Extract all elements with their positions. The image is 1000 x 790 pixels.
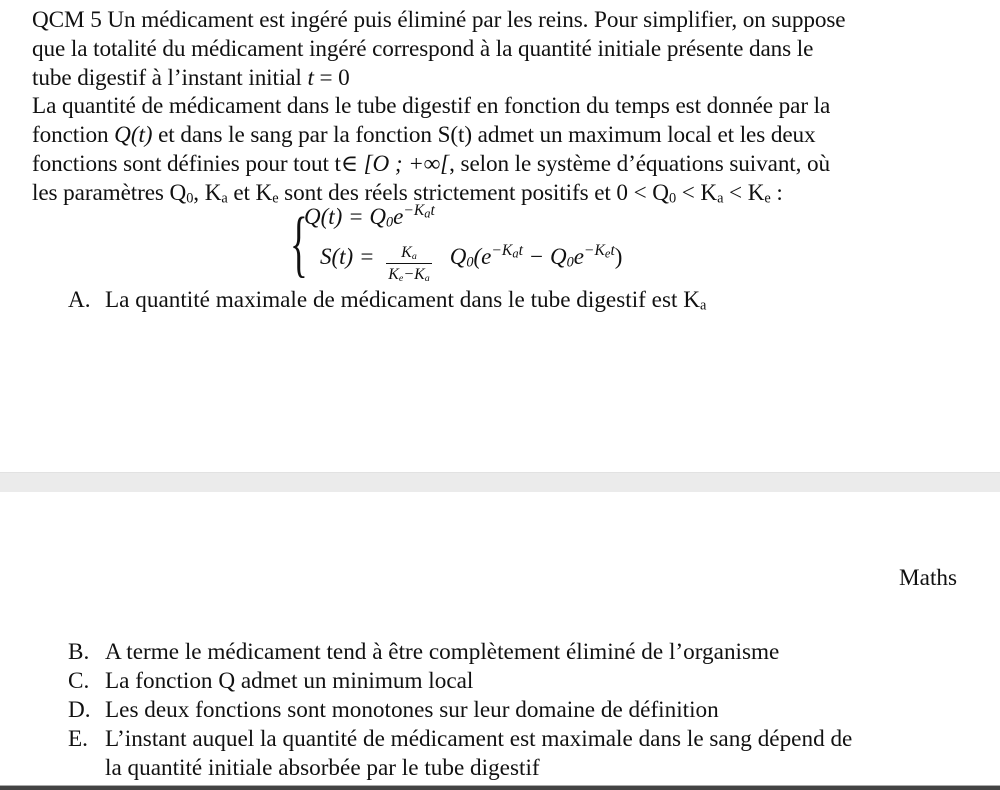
subject-label: Maths [899,565,957,591]
eq-text: − Q [522,243,567,269]
option-letter: A. [68,287,91,313]
text: sont des réels strictement positifs et 0 < Q [278,179,669,206]
eq-q: Q [369,204,386,229]
text: = 0 [313,64,350,91]
eq-e: e [573,243,584,269]
text: < K [723,179,765,206]
text: < K [676,179,718,206]
option-letter: B. [68,639,90,665]
document-page-2 [0,492,1000,789]
subscript: 0 [668,190,677,207]
exponent [584,242,615,259]
text: , selon le système d’équations suivant, où [449,150,831,177]
subscript: a [717,190,724,207]
question-statement [32,6,982,208]
options-list [68,638,852,783]
exp-text: −K [491,242,513,260]
brace-symbol: { [290,203,308,285]
page-bottom-edge [0,785,1000,790]
equation-q [304,204,435,230]
variable-t: t [307,64,314,91]
option-e-continuation: la quantité initiale absorbée par le tube digestif [105,755,540,781]
fraction-denominator [386,264,432,286]
text: fonctions sont définies pour tout t∈ [32,150,364,177]
statement-line [32,150,982,179]
subscript: a [221,190,228,207]
option-a [68,287,706,314]
text: tube digestif à l’instant initial [32,64,308,91]
eq-sub: 0 [566,254,574,271]
den-text: −K [403,266,425,283]
exponent [403,202,435,219]
option-text: La quantité maximale de médicament dans le tube digestif est K [105,287,700,313]
den-text: K [388,266,399,283]
exp-sub: a [512,246,519,261]
num-sub: a [411,250,417,262]
den-sub: a [424,272,430,284]
option-text: Les deux fonctions sont monotones sur leur domaine de définition [105,697,719,723]
den-sub: e [398,272,404,284]
statement-line [32,64,982,93]
text: fonction [32,122,115,149]
option-c [68,667,852,696]
num-text: K [401,244,412,261]
exp-text: −K [403,202,425,220]
text: et dans le sang par la fonction S(t) admet un maximum local et les deux [152,122,816,149]
option-letter: D. [68,697,91,723]
subscript: 0 [186,190,194,207]
fraction-numerator [386,243,432,264]
option-text: A terme le médicament tend à être complètement éliminé de l’organisme [105,639,780,665]
eq-text: ) [614,243,623,269]
eq-q: Q [449,243,467,269]
exponent [491,242,523,259]
exp-t: t [518,242,523,260]
option-e [68,725,852,754]
statement-line [32,121,982,150]
subscript: a [699,297,707,314]
text: les paramètres Q [32,179,187,206]
eq-lhs: Q(t) = [304,204,370,229]
text: et K [227,179,273,206]
option-letter: C. [68,668,90,694]
statement-line [32,179,982,208]
function-q: Q(t) [114,122,153,149]
subscript: e [764,190,771,207]
option-b [68,638,852,667]
option-text: La fonction Q admet un minimum local [105,668,474,694]
statement-line: La quantité de médicament dans le tube digestif en fonction du temps est donnée par la [32,93,831,120]
statement-line: que la totalité du médicament ingéré correspond à la quantité initiale présente dans le [32,35,814,62]
text: : [770,179,783,206]
eq-text: (e [473,243,492,269]
option-d [68,696,852,725]
exp-t: t [610,242,615,260]
exp-sub: a [424,206,431,221]
eq-sub: 0 [385,214,394,231]
equation-s [320,237,623,284]
interval: [O ; +∞[ [363,150,450,177]
fraction [386,243,432,286]
statement-line: QCM 5 Un médicament est ingéré puis éliminé par les reins. Pour simplifier, on suppose [32,7,846,33]
option-text: L’instant auquel la quantité de médicament est maximale dans le sang dépend de [105,726,853,752]
option-letter: E. [68,726,88,752]
subscript: e [272,190,279,207]
exp-sub: e [604,246,611,261]
eq-sub: 0 [466,254,474,271]
text: , K [193,179,222,206]
eq-e: e [393,204,404,229]
eq-lhs: S(t) = [320,243,381,269]
exp-t: t [430,202,435,220]
page-separator [0,472,1000,493]
equation-system [290,202,710,290]
exp-text: −K [583,242,605,260]
